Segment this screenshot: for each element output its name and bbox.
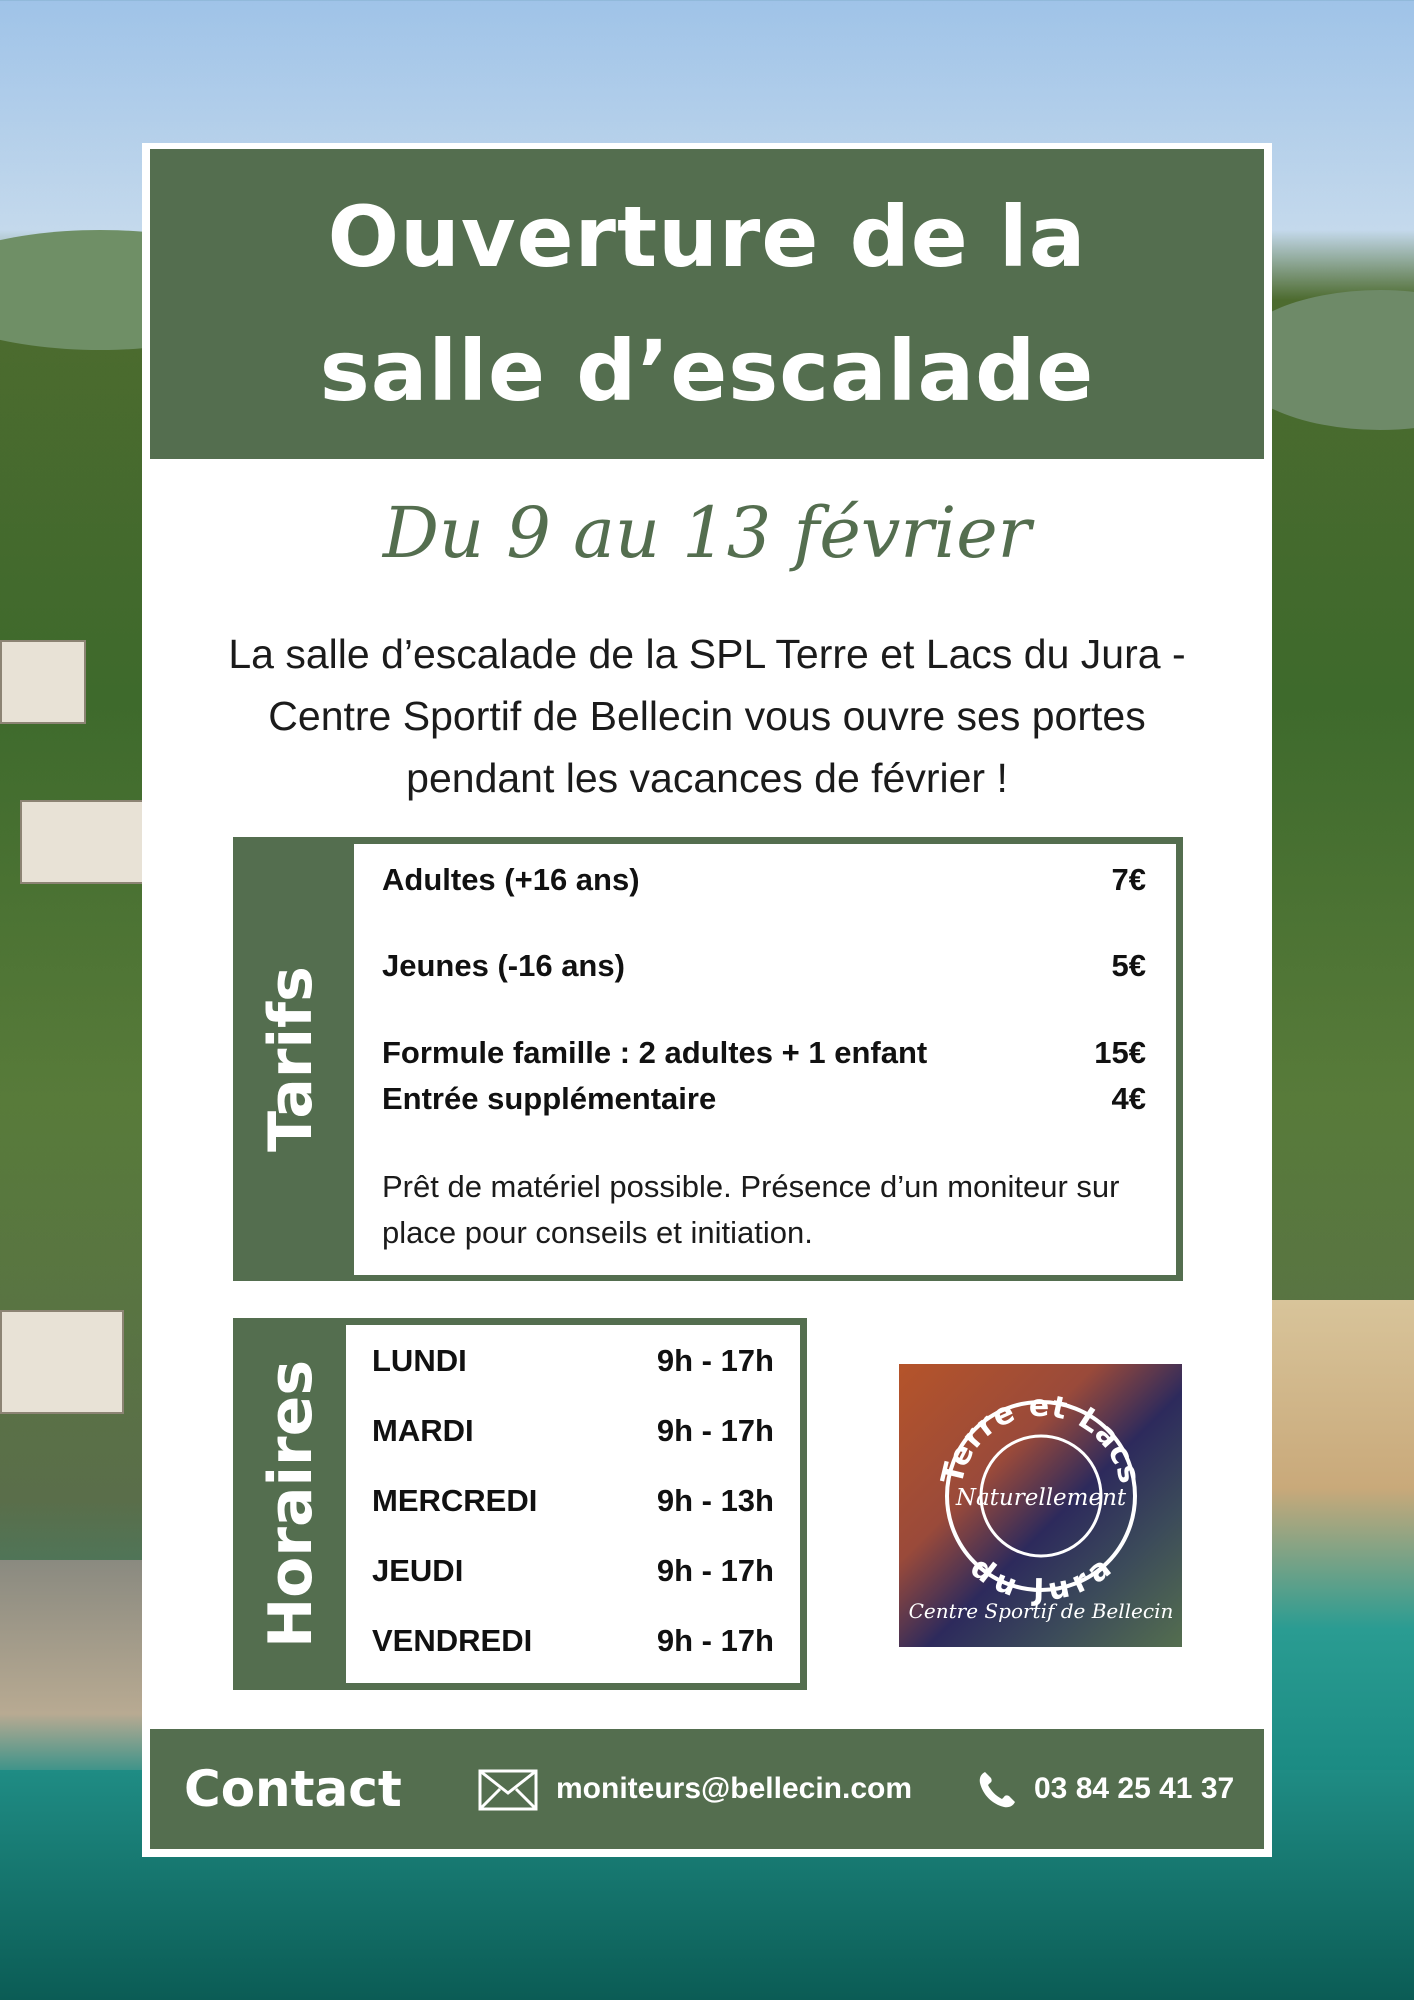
schedule-row xyxy=(372,1339,774,1383)
contact-bar xyxy=(150,1729,1264,1849)
background-building xyxy=(0,640,86,724)
background-shore xyxy=(0,1560,142,1780)
price-value: 4€ xyxy=(1111,1081,1146,1116)
schedule-row xyxy=(372,1479,774,1523)
contact-email-link[interactable]: moniteurs@bellecin.com xyxy=(556,1772,913,1805)
schedule-day: JEUDI xyxy=(372,1553,464,1588)
tarifs-list xyxy=(354,844,1176,1275)
price-row xyxy=(382,858,1146,902)
svg-text:Terre et Lacs xyxy=(935,1389,1147,1488)
tarifs-label: Tarifs xyxy=(256,966,326,1152)
phone-icon xyxy=(976,1769,1018,1815)
price-name: Adultes (+16 ans) xyxy=(382,862,640,897)
tarifs-section xyxy=(233,837,1183,1281)
price-row xyxy=(382,1031,1146,1075)
horaires-label: Horaires xyxy=(256,1359,326,1649)
title-banner xyxy=(150,149,1264,459)
intro-text: La salle d’escalade de la SPL Terre et Lacs du Jura - Centre Sportif de Bellecin vous ouvre ses portes pendant les vacances de février ! xyxy=(228,631,1186,801)
price-name: Entrée supplémentaire xyxy=(382,1081,717,1116)
price-value: 5€ xyxy=(1111,948,1146,983)
logo-middle-text: Naturellement xyxy=(955,1485,1127,1511)
schedule-row xyxy=(372,1549,774,1593)
schedule-day: LUNDI xyxy=(372,1343,467,1378)
logo-top-text: Terre et Lacs xyxy=(934,1388,1148,1488)
envelope-icon xyxy=(478,1769,538,1815)
contact-title: Contact xyxy=(184,1760,402,1818)
schedule-day: VENDREDI xyxy=(372,1623,533,1658)
schedule-hours: 9h - 17h xyxy=(656,1413,774,1448)
price-row xyxy=(382,1077,1146,1121)
tarifs-note: Prêt de matériel possible. Présence d’un moniteur sur place pour conseils et initiation. xyxy=(382,1169,1120,1250)
brand-logo-graphic xyxy=(899,1364,1182,1647)
logo-bottom-text: du Jura xyxy=(963,1549,1119,1609)
schedule-hours: 9h - 17h xyxy=(656,1343,774,1378)
background-shore xyxy=(1270,1300,1414,1770)
price-name: Jeunes (-16 ans) xyxy=(382,948,625,983)
price-name: Formule famille : 2 adultes + 1 enfant xyxy=(382,1035,928,1070)
page-title-line-2: salle d’escalade xyxy=(319,322,1095,420)
event-dates: Du 9 au 13 février xyxy=(382,492,1032,574)
price-value: 7€ xyxy=(1111,862,1146,897)
schedule-hours: 9h - 17h xyxy=(656,1553,774,1588)
poster-panel xyxy=(142,143,1272,1857)
price-row xyxy=(382,944,1146,988)
schedule-row xyxy=(372,1619,774,1663)
schedule-hours: 9h - 17h xyxy=(656,1623,774,1658)
logo-footer-text: Centre Sportif de Bellecin xyxy=(908,1599,1174,1623)
schedule-hours: 9h - 13h xyxy=(656,1483,774,1518)
horaires-section xyxy=(233,1318,807,1690)
schedule-row xyxy=(372,1409,774,1453)
brand-logo xyxy=(899,1364,1182,1647)
horaires-list xyxy=(346,1325,800,1683)
background-building xyxy=(0,1310,124,1414)
schedule-day: MERCREDI xyxy=(372,1483,538,1518)
price-value: 15€ xyxy=(1094,1035,1146,1070)
page-title-line-1: Ouverture de la xyxy=(327,188,1087,286)
background-building xyxy=(20,800,144,884)
contact-phone-link[interactable]: 03 84 25 41 37 xyxy=(1034,1772,1235,1805)
schedule-day: MARDI xyxy=(372,1413,474,1448)
